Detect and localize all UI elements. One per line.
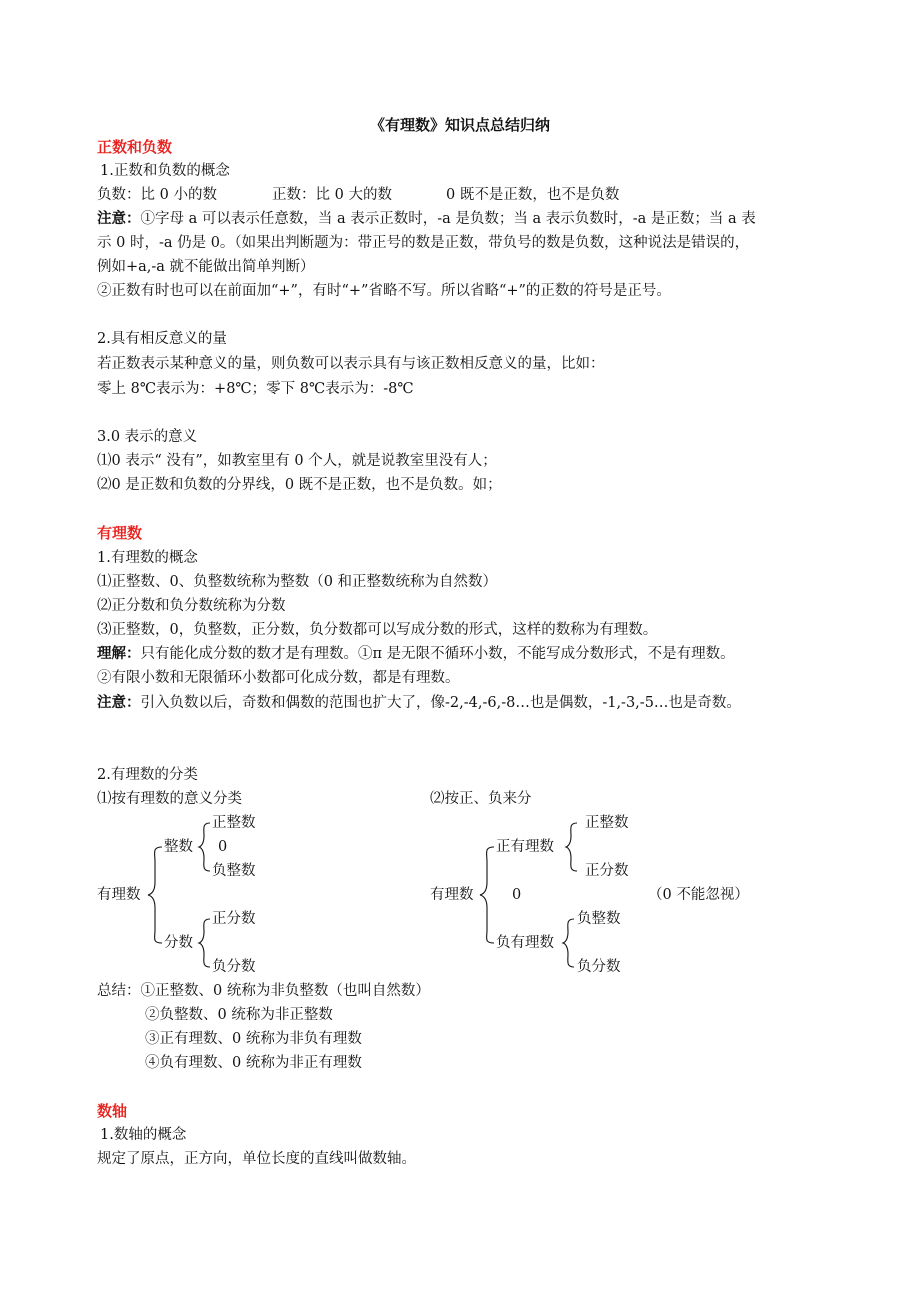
brace-fraction: [199, 919, 210, 967]
brace-negative-rational: [563, 919, 574, 967]
summary-item: ③正有理数、0 统称为非负有理数: [145, 1031, 362, 1047]
paragraph: 规定了原点，正方向，单位长度的直线叫做数轴。: [97, 1151, 416, 1167]
classification-caption-right: ⑵按正、负来分: [430, 791, 532, 807]
tree-node-negative-rational: 负有理数: [496, 935, 554, 951]
tree-leaf: 正整数: [585, 815, 629, 831]
tree-root-label: 有理数: [430, 887, 474, 903]
tree-leaf: 负分数: [212, 959, 256, 975]
paragraph: ⑴正整数、0、负整数统称为整数（0 和正整数统称为自然数）: [97, 574, 498, 590]
understanding-text: 只有能化成分数的数才是有理数。①π 是无限不循环小数，不能写成分数形式，不是有理数。: [140, 646, 735, 662]
tree-annotation: （0 不能忽视）: [648, 887, 749, 903]
tree-leaf: 正分数: [212, 911, 256, 927]
note-line: 示 0 时，-a 仍是 0。（如果出判断题为：带正号的数是正数，带负号的数是负数，这种说法是错误的，: [97, 235, 750, 251]
summary-item: ②负整数、0 统称为非正整数: [145, 1007, 333, 1023]
brace-positive-rational: [566, 823, 577, 871]
definition-negative: 负数：比 0 小的数: [97, 187, 217, 203]
paragraph: 零上 8℃表示为：+8℃；零下 8℃表示为：-8℃: [97, 381, 414, 397]
note-label: 注意：: [97, 694, 141, 711]
paragraph: ⑵0 是正数和负数的分界线，0 既不是正数，也不是负数。如；: [97, 477, 502, 493]
tree-leaf: 0: [512, 887, 522, 903]
paragraph: ⑵正分数和负分数统称为分数: [97, 598, 286, 614]
brace-root-right: [480, 847, 494, 943]
classification-caption-left: ⑴按有理数的意义分类: [97, 791, 242, 807]
understanding-label: 理解：: [97, 645, 141, 662]
brace-root-left: [148, 847, 162, 943]
note-label: 注意：: [97, 210, 141, 227]
section-heading-rational: 有理数: [97, 524, 143, 542]
tree-node-positive-rational: 正有理数: [496, 839, 554, 855]
summary-line: [97, 982, 430, 1000]
note-line: ②正数有时也可以在前面加“+”，有时“+”省略不写。所以省略“+”的正数的符号是正号。: [97, 283, 671, 299]
document-title: 《有理数》知识点总结归纳: [369, 116, 550, 134]
subsection-heading: 2.有理数的分类: [97, 767, 198, 783]
summary-label: 总结：: [97, 983, 141, 999]
subsection-heading: 2.具有相反意义的量: [97, 331, 227, 347]
subsection-heading: 3.0 表示的意义: [97, 429, 198, 445]
definition-positive: 正数：比 0 大的数: [272, 187, 392, 203]
paragraph: ②有限小数和无限循环小数都可化成分数，都是有理数。: [97, 670, 460, 686]
tree-node-integer: 整数: [164, 839, 193, 855]
tree-leaf: 正整数: [212, 815, 256, 831]
tree-leaf: 负整数: [577, 911, 621, 927]
definition-zero: 0 既不是正数，也不是负数: [446, 187, 620, 203]
paragraph: ⑴0 表示“ 没有”，如教室里有 0 个人，就是说教室里没有人；: [97, 453, 497, 469]
tree-leaf: 0: [218, 839, 228, 855]
tree-root-label: 有理数: [97, 887, 141, 903]
tree-leaf: 负整数: [212, 863, 256, 879]
note-line: 例如+a,-a 就不能做出简单判断）: [97, 259, 315, 275]
tree-leaf: 正分数: [585, 863, 629, 879]
tree-node-fraction: 分数: [164, 935, 193, 951]
section-heading-number-line: 数轴: [97, 1102, 128, 1120]
paragraph: ⑶正整数，0，负整数，正分数，负分数都可以写成分数的形式，这样的数称为有理数。: [97, 622, 658, 638]
note-text: 引入负数以后，奇数和偶数的范围也扩大了，像-2,-4,-6,-8…也是偶数，-1,-3,-5…也是奇数。: [140, 695, 741, 711]
summary-item: ①正整数、0 统称为非负整数（也叫自然数）: [140, 983, 430, 999]
note-text: ①字母 a 可以表示任意数，当 a 表示正数时，-a 是负数；当 a 表示负数时，-a 是正数；当 a 表: [140, 211, 756, 227]
subsection-heading: 1.有理数的概念: [97, 550, 198, 566]
summary-item: ④负有理数、0 统称为非正有理数: [145, 1055, 362, 1071]
subsection-heading: 1.正数和负数的概念: [100, 163, 230, 179]
paragraph: 若正数表示某种意义的量，则负数可以表示具有与该正数相反意义的量，比如：: [97, 356, 605, 372]
tree-leaf: 负分数: [577, 959, 621, 975]
section-heading-positive-negative: 正数和负数: [97, 138, 173, 156]
subsection-heading: 1.数轴的概念: [100, 1127, 187, 1143]
brace-integer: [199, 823, 210, 871]
